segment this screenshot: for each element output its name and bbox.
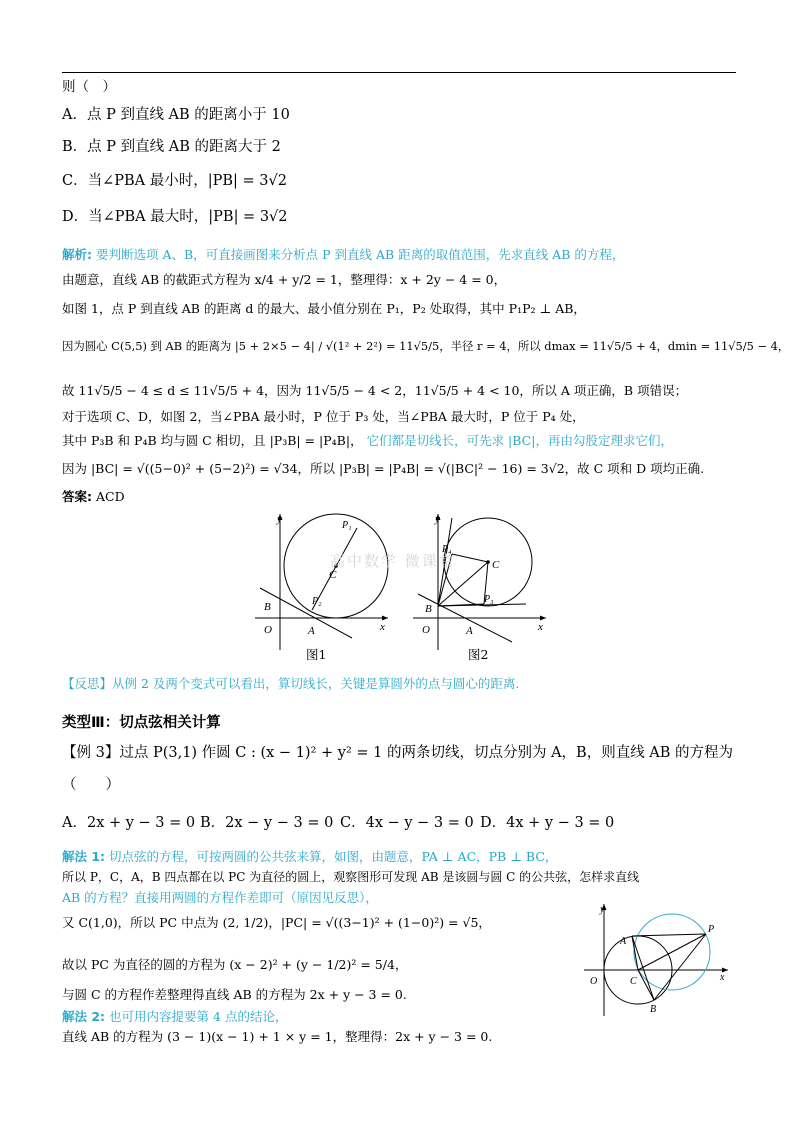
fig2-label-y: y: [435, 513, 440, 525]
fig1-label-p1: P₁: [342, 520, 352, 531]
method-1-line-2: 所以 P，C，A，B 四点都在以 PC 为直径的圆上，观察图形可发现 AB 是该圆与圆 C 的公共弦，怎样求直线: [62, 870, 640, 884]
figure-1: [250, 510, 390, 660]
fig1-label-o: O: [264, 624, 272, 636]
fig1-line-ab: [260, 588, 352, 638]
solution-hint: 要判断选项 A、B，可直接画图来分析点 P 到直线 AB 距离的取值范围，先求直线 AB 的方程，: [95, 247, 625, 262]
solution-line-7-hint: 它们都是切线长，可先求 |BC|，再由勾股定理求它们，: [366, 433, 673, 448]
example-3-option-a: A．2x + y − 3 = 0: [62, 815, 196, 831]
fig2-label-p4: P₄: [442, 544, 452, 555]
solution-line-2: 由题意，直线 AB 的截距式方程为 x/4 + y/2 = 1，整理得：x + 2y − 4 = 0，: [62, 272, 507, 287]
example-3-option-d: D．4x + y − 3 = 0: [480, 815, 615, 831]
option-b: B．点 P 到直线 AB 的距离大于 2: [62, 139, 281, 155]
fig3-label-p: P: [708, 924, 715, 935]
figure-1-caption: 图1: [306, 647, 327, 662]
fig2-label-x: x: [538, 621, 543, 633]
method-1-line-3: AB 的方程？直接用两圆的方程作差即可（原因见反思），: [62, 890, 378, 905]
solution-line-5: 故 11√5/5 − 4 ≤ d ≤ 11√5/5 + 4，因为 11√5/5 − 4 < 2，11√5/5 + 4 < 10，所以 A 项正确，B 项错误；: [62, 383, 688, 398]
answer-label: 答案:: [62, 489, 92, 504]
fig1-label-b: B: [264, 601, 271, 613]
solution-line-8: 因为 |BC| = √((5−0)² + (5−2)²) = √34，所以 |P₃B| = |P₄B| = √(|BC|² − 16) = 3√2，故 C 项和 D 项均正确.: [62, 461, 705, 476]
header-rule: [62, 72, 736, 73]
answer-value: ACD: [95, 489, 125, 504]
option-a: A．点 P 到直线 AB 的距离小于 10: [62, 107, 290, 123]
section-title-type-3: 类型Ⅲ：切点弦相关计算: [62, 715, 221, 731]
reflection-note: 【反思】从例 2 及两个变式可以看出，算切线长，关键是算圆外的点与圆心的距离.: [62, 676, 520, 691]
solution-line-7: [62, 432, 673, 450]
solution-line-3: 如图 1，点 P 到直线 AB 的距离 d 的最大、最小值分别在 P₁，P₂ 处取得，其中 P₁P₂ ⊥ AB，: [62, 301, 586, 316]
method-2-label: 解法 2:: [62, 1009, 106, 1024]
method-1-line-4: 又 C(1,0)，所以 PC 中点为 (2, 1/2)，|PC| = √((3−1)² + (1−0)²) = √5，: [62, 915, 491, 930]
option-d: D．当∠PBA 最大时，|PB| = 3√2: [62, 209, 288, 225]
figure-2: [408, 510, 548, 660]
fig3-tangent-pa: [632, 934, 706, 936]
watermark-text: 高中数学 微课堂: [330, 552, 456, 570]
fig3-radius-cb: [638, 970, 654, 1000]
fig2-center-dot: [486, 560, 490, 564]
method-1-line-6: 与圆 C 的方程作差整理得直线 AB 的方程为 2x + y − 3 = 0.: [62, 987, 407, 1002]
answer-line: [62, 488, 125, 506]
fig1-label-x: x: [380, 621, 385, 633]
method-1-hint: 切点弦的方程，可按两圆的公共弦来算，如图，由题意，PA ⊥ AC，PB ⊥ BC，: [109, 849, 558, 864]
fig2-radius-p4c: [452, 554, 488, 562]
example-3-stem: 【例 3】过点 P(3,1) 作圆 C : (x − 1)² + y² = 1 的两条切线，切点分别为 A，B，则直线 AB 的方程为: [62, 745, 734, 761]
fig2-label-c: C: [492, 559, 500, 571]
fig1-label-y: y: [277, 513, 282, 525]
method-1-label: 解法 1:: [62, 849, 106, 864]
fig1-label-a: A: [308, 625, 315, 637]
method-1-line-5: 故以 PC 为直径的圆的方程为 (x − 2)² + (y − 1/2)² = 5/4，: [62, 957, 408, 972]
fig3-label-b: B: [650, 1004, 657, 1015]
method-2-line-1: [62, 1008, 287, 1026]
fig1-label-c: C: [329, 569, 337, 581]
fig3-label-c: C: [630, 976, 637, 987]
solution-line-6: 对于选项 C、D，如图 2，当∠PBA 最小时，P 位于 P₃ 处，当∠PBA 最大时，P 位于 P₄ 处，: [62, 409, 585, 424]
fig2-x-arrow: [540, 616, 546, 621]
fig2-label-p3: P₃: [484, 594, 494, 605]
option-c: C．当∠PBA 最小时，|PB| = 3√2: [62, 173, 287, 189]
solution-label: 解析:: [62, 247, 92, 262]
fig1-x-arrow: [382, 616, 388, 621]
example-3-option-b: B．2x − y − 3 = 0: [200, 815, 334, 831]
fig3-label-a: A: [620, 936, 627, 947]
solution-line-1: [62, 246, 624, 264]
method-1-line-1: [62, 848, 557, 866]
fig2-label-b: B: [425, 603, 432, 615]
fig1-label-p2: P₂: [312, 596, 322, 607]
fig3-label-o: O: [590, 976, 598, 987]
fig3-label-x: x: [720, 972, 725, 983]
fig3-chord-ab: [632, 936, 654, 1000]
fig2-label-o: O: [422, 624, 430, 636]
fig3-label-y: y: [600, 904, 605, 915]
fig2-label-a: A: [466, 625, 473, 637]
solution-line-4: 因为圆心 C(5,5) 到 AB 的距离为 |5 + 2×5 − 4| / √(1² + 2²) = 11√5/5，半径 r = 4，所以 dmax = 11√5/5 + 4，dmin = 11√5/5 − 4，: [62, 339, 790, 353]
method-2-hint: 也可用内容提要第 4 点的结论，: [109, 1009, 288, 1024]
figure-3: [578, 900, 732, 1020]
fig3-radius-ca: [632, 936, 638, 970]
example-3-option-c: C．4x − y − 3 = 0: [340, 815, 474, 831]
method-2-line-2: 直线 AB 的方程为 (3 − 1)(x − 1) + 1 × y = 1，整理得：2x + y − 3 = 0.: [62, 1029, 493, 1044]
solution-line-7-main: 其中 P₃B 和 P₄B 均与圆 C 相切，且 |P₃B| = |P₄B|，: [62, 433, 363, 448]
continued-stem: 则（ ）: [62, 79, 116, 95]
figure-2-caption: 图2: [468, 647, 489, 662]
example-3-paren: （ ）: [62, 777, 120, 793]
fig3-tangent-pb: [654, 934, 706, 1000]
